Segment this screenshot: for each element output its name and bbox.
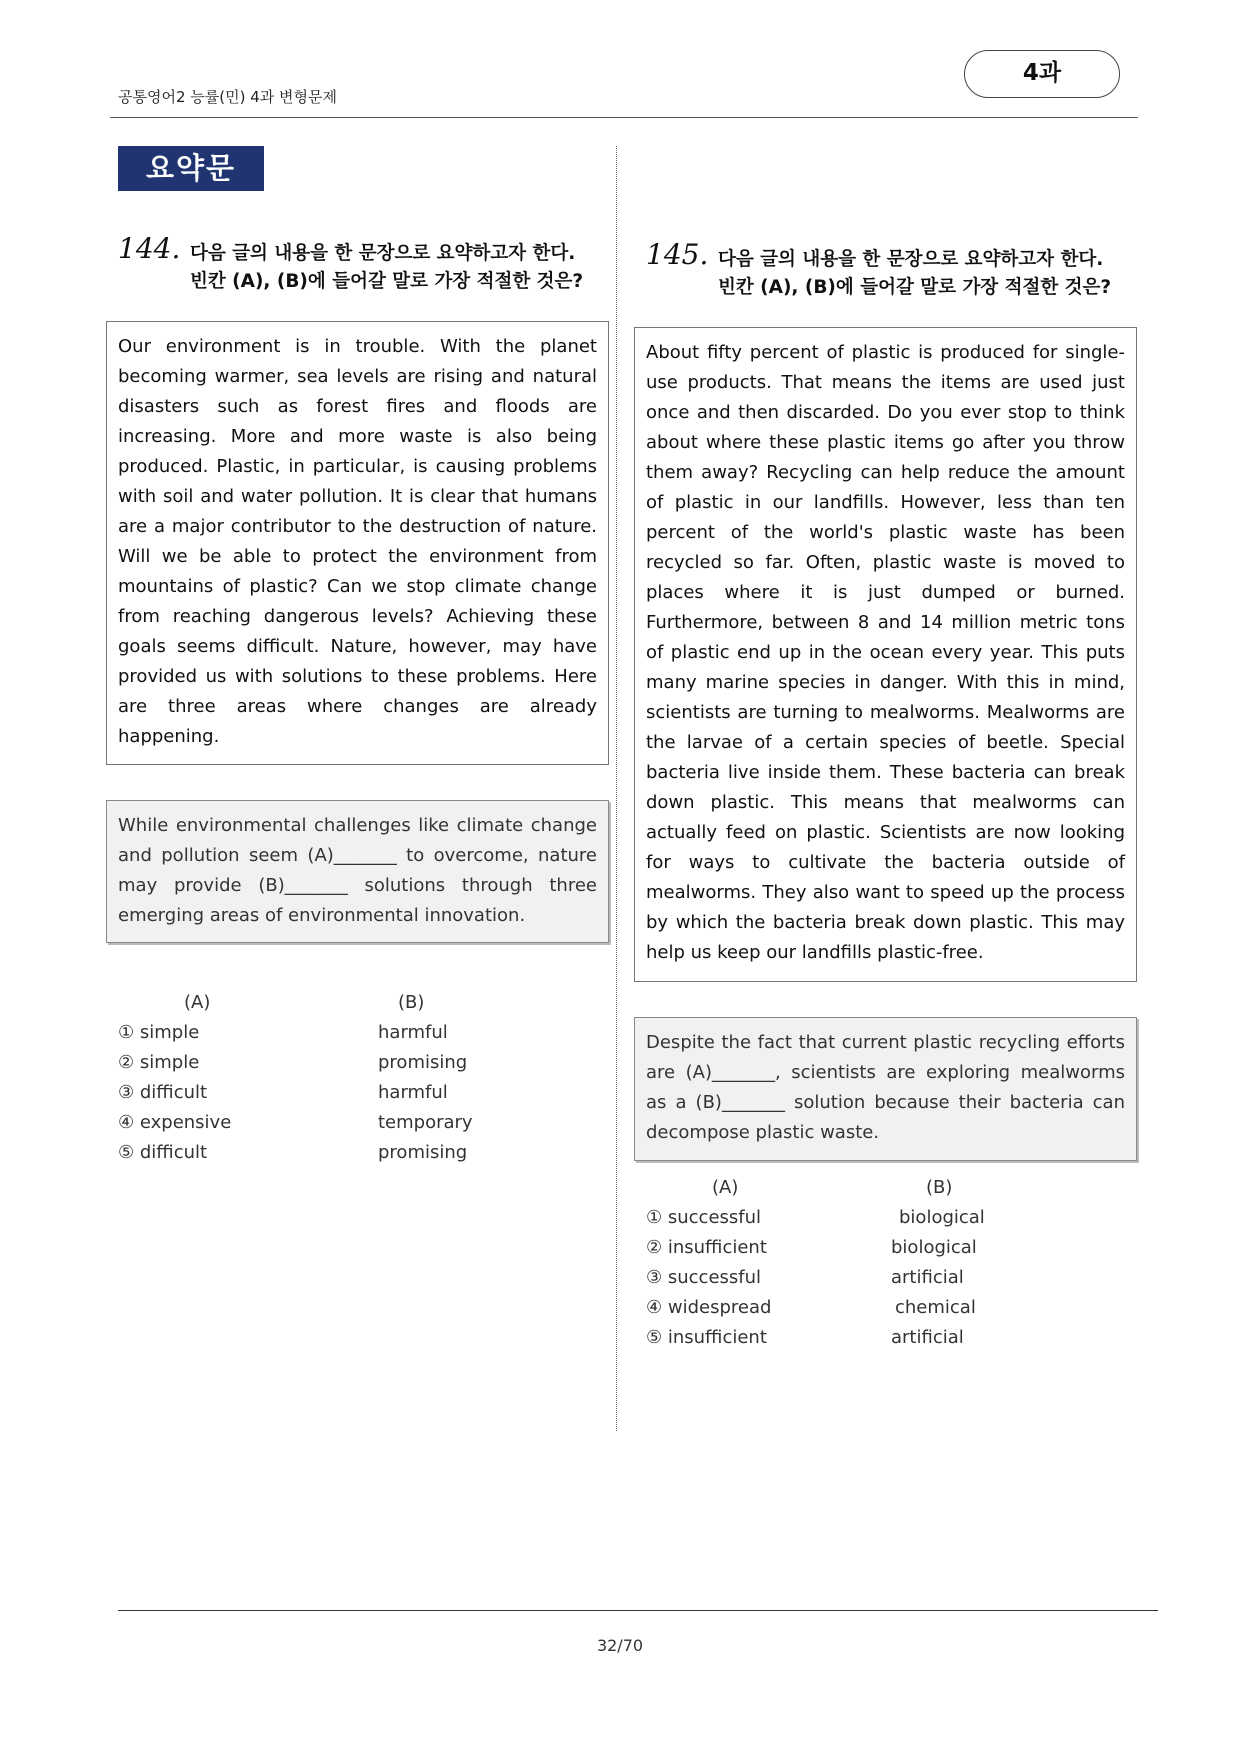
page-number: 32/70 bbox=[596, 1636, 644, 1655]
choice-b-text: temporary bbox=[378, 1112, 473, 1133]
choice-b-text: artificial bbox=[891, 1267, 964, 1288]
choices-header-row bbox=[646, 1173, 1126, 1203]
question-prompt-line2: 빈칸 (A), (B)에 들어갈 말로 가장 적절한 것은? bbox=[190, 271, 584, 292]
choice-a-text: ① successful bbox=[646, 1207, 762, 1228]
lesson-badge: 4과 bbox=[964, 50, 1120, 98]
choice-a-text: ⑤ difficult bbox=[118, 1142, 208, 1163]
choice-option-4[interactable] bbox=[118, 1108, 598, 1138]
question-prompt bbox=[718, 246, 1111, 302]
question-prompt-line2: 빈칸 (A), (B)에 들어갈 말로 가장 적절한 것은? bbox=[718, 277, 1112, 298]
choice-option-5[interactable] bbox=[646, 1323, 1126, 1353]
question-145-passage-box bbox=[634, 327, 1137, 982]
question-145-summary-box bbox=[634, 1017, 1137, 1161]
choice-option-2[interactable] bbox=[118, 1048, 598, 1078]
choice-option-1[interactable] bbox=[118, 1018, 598, 1048]
choice-option-1[interactable] bbox=[646, 1203, 1126, 1233]
column-divider bbox=[616, 146, 617, 1431]
choice-option-4[interactable] bbox=[646, 1293, 1126, 1323]
question-144-passage-box bbox=[106, 321, 609, 765]
choice-a-text: ⑤ insufficient bbox=[646, 1327, 767, 1348]
choice-a-text: ② simple bbox=[118, 1052, 200, 1073]
choice-b-text: promising bbox=[378, 1142, 468, 1163]
choice-b-text: harmful bbox=[378, 1022, 448, 1043]
choice-header-a: (A) bbox=[712, 1177, 739, 1198]
choice-a-text: ③ difficult bbox=[118, 1082, 208, 1103]
passage-text: Our environment is in trouble. With the planet becoming warmer, sea levels are rising and natural disasters such as forest fires and floods are increasing. More and more waste is also being produced. Plastic, in particular, is causing problems with soil and water pollution. It is clear that humans are a major contributor to the destruction of nature. Will we be able to protect the environment from mountains of plastic? Can we stop climate change from reaching dangerous levels? Achieving these goals seems difficult. Nature, however, may have provided us with solutions to these problems. Here are three areas where changes are already happening. bbox=[118, 336, 597, 747]
choice-a-text: ② insufficient bbox=[646, 1237, 767, 1258]
summary-text: While environmental challenges like climate change and pollution seem (A)_______ to overcome, nature may provide (B)_______ solutions through three emerging areas of environmental innovation. bbox=[118, 815, 597, 926]
question-145-choices bbox=[646, 1173, 1126, 1353]
question-prompt-line1: 다음 글의 내용을 한 문장으로 요약하고자 한다. bbox=[718, 249, 1104, 270]
choice-option-3[interactable] bbox=[646, 1263, 1126, 1293]
choice-b-text: harmful bbox=[378, 1082, 448, 1103]
section-tag: 요약문 bbox=[118, 146, 264, 191]
choice-b-text: promising bbox=[378, 1052, 468, 1073]
choice-option-3[interactable] bbox=[118, 1078, 598, 1108]
choice-b-text: biological bbox=[891, 1237, 977, 1258]
choice-a-text: ④ expensive bbox=[118, 1112, 232, 1133]
document-header-title: 공통영어2 능률(민) 4과 변형문제 bbox=[118, 88, 337, 106]
question-number: 145. bbox=[646, 238, 709, 271]
choice-header-a: (A) bbox=[184, 992, 211, 1013]
question-144-heading bbox=[118, 232, 608, 298]
question-prompt bbox=[190, 240, 583, 296]
question-144-summary-box bbox=[106, 800, 609, 943]
choice-a-text: ① simple bbox=[118, 1022, 200, 1043]
summary-text: Despite the fact that current plastic recycling efforts are (A)_______, scientists are exploring mealworms as a (B)_______ solution because their bacteria can decompose plastic waste. bbox=[646, 1032, 1125, 1143]
choice-b-text: biological bbox=[899, 1207, 985, 1228]
choice-header-b: (B) bbox=[398, 992, 425, 1013]
question-number: 144. bbox=[118, 232, 181, 265]
header-divider bbox=[110, 117, 1138, 118]
question-145-heading bbox=[646, 238, 1136, 304]
choice-header-b: (B) bbox=[926, 1177, 953, 1198]
choice-a-text: ④ widespread bbox=[646, 1297, 772, 1318]
choice-b-text: artificial bbox=[891, 1327, 964, 1348]
choice-option-5[interactable] bbox=[118, 1138, 598, 1168]
question-prompt-line1: 다음 글의 내용을 한 문장으로 요약하고자 한다. bbox=[190, 243, 576, 264]
footer-divider bbox=[118, 1610, 1158, 1611]
choice-b-text: chemical bbox=[895, 1297, 976, 1318]
question-144-choices bbox=[118, 988, 598, 1168]
passage-text: About fifty percent of plastic is produced for single-use products. That means the items are used just once and then discarded. Do you ever stop to think about where these plastic items go after you throw them away? Recycling can help reduce the amount of plastic in our landfills. However, less than ten percent of the world's plastic waste has been recycled so far. Often, plastic waste is moved to places where it is just dumped or burned. Furthermore, between 8 and 14 million metric tons of plastic end up in the ocean every year. This puts many marine species in danger. With this in mind, scientists are turning to mealworms. Mealworms are the larvae of a certain species of beetle. Special bacteria live inside them. These bacteria can break down plastic. This means that mealworms can actually feed on plastic. Scientists are now looking for ways to cultivate the bacteria outside of mealworms. They also want to speed up the process by which the bacteria break down plastic. This may help us keep our landfills plastic-free. bbox=[646, 342, 1125, 963]
choices-header-row bbox=[118, 988, 598, 1018]
choice-option-2[interactable] bbox=[646, 1233, 1126, 1263]
choice-a-text: ③ successful bbox=[646, 1267, 762, 1288]
